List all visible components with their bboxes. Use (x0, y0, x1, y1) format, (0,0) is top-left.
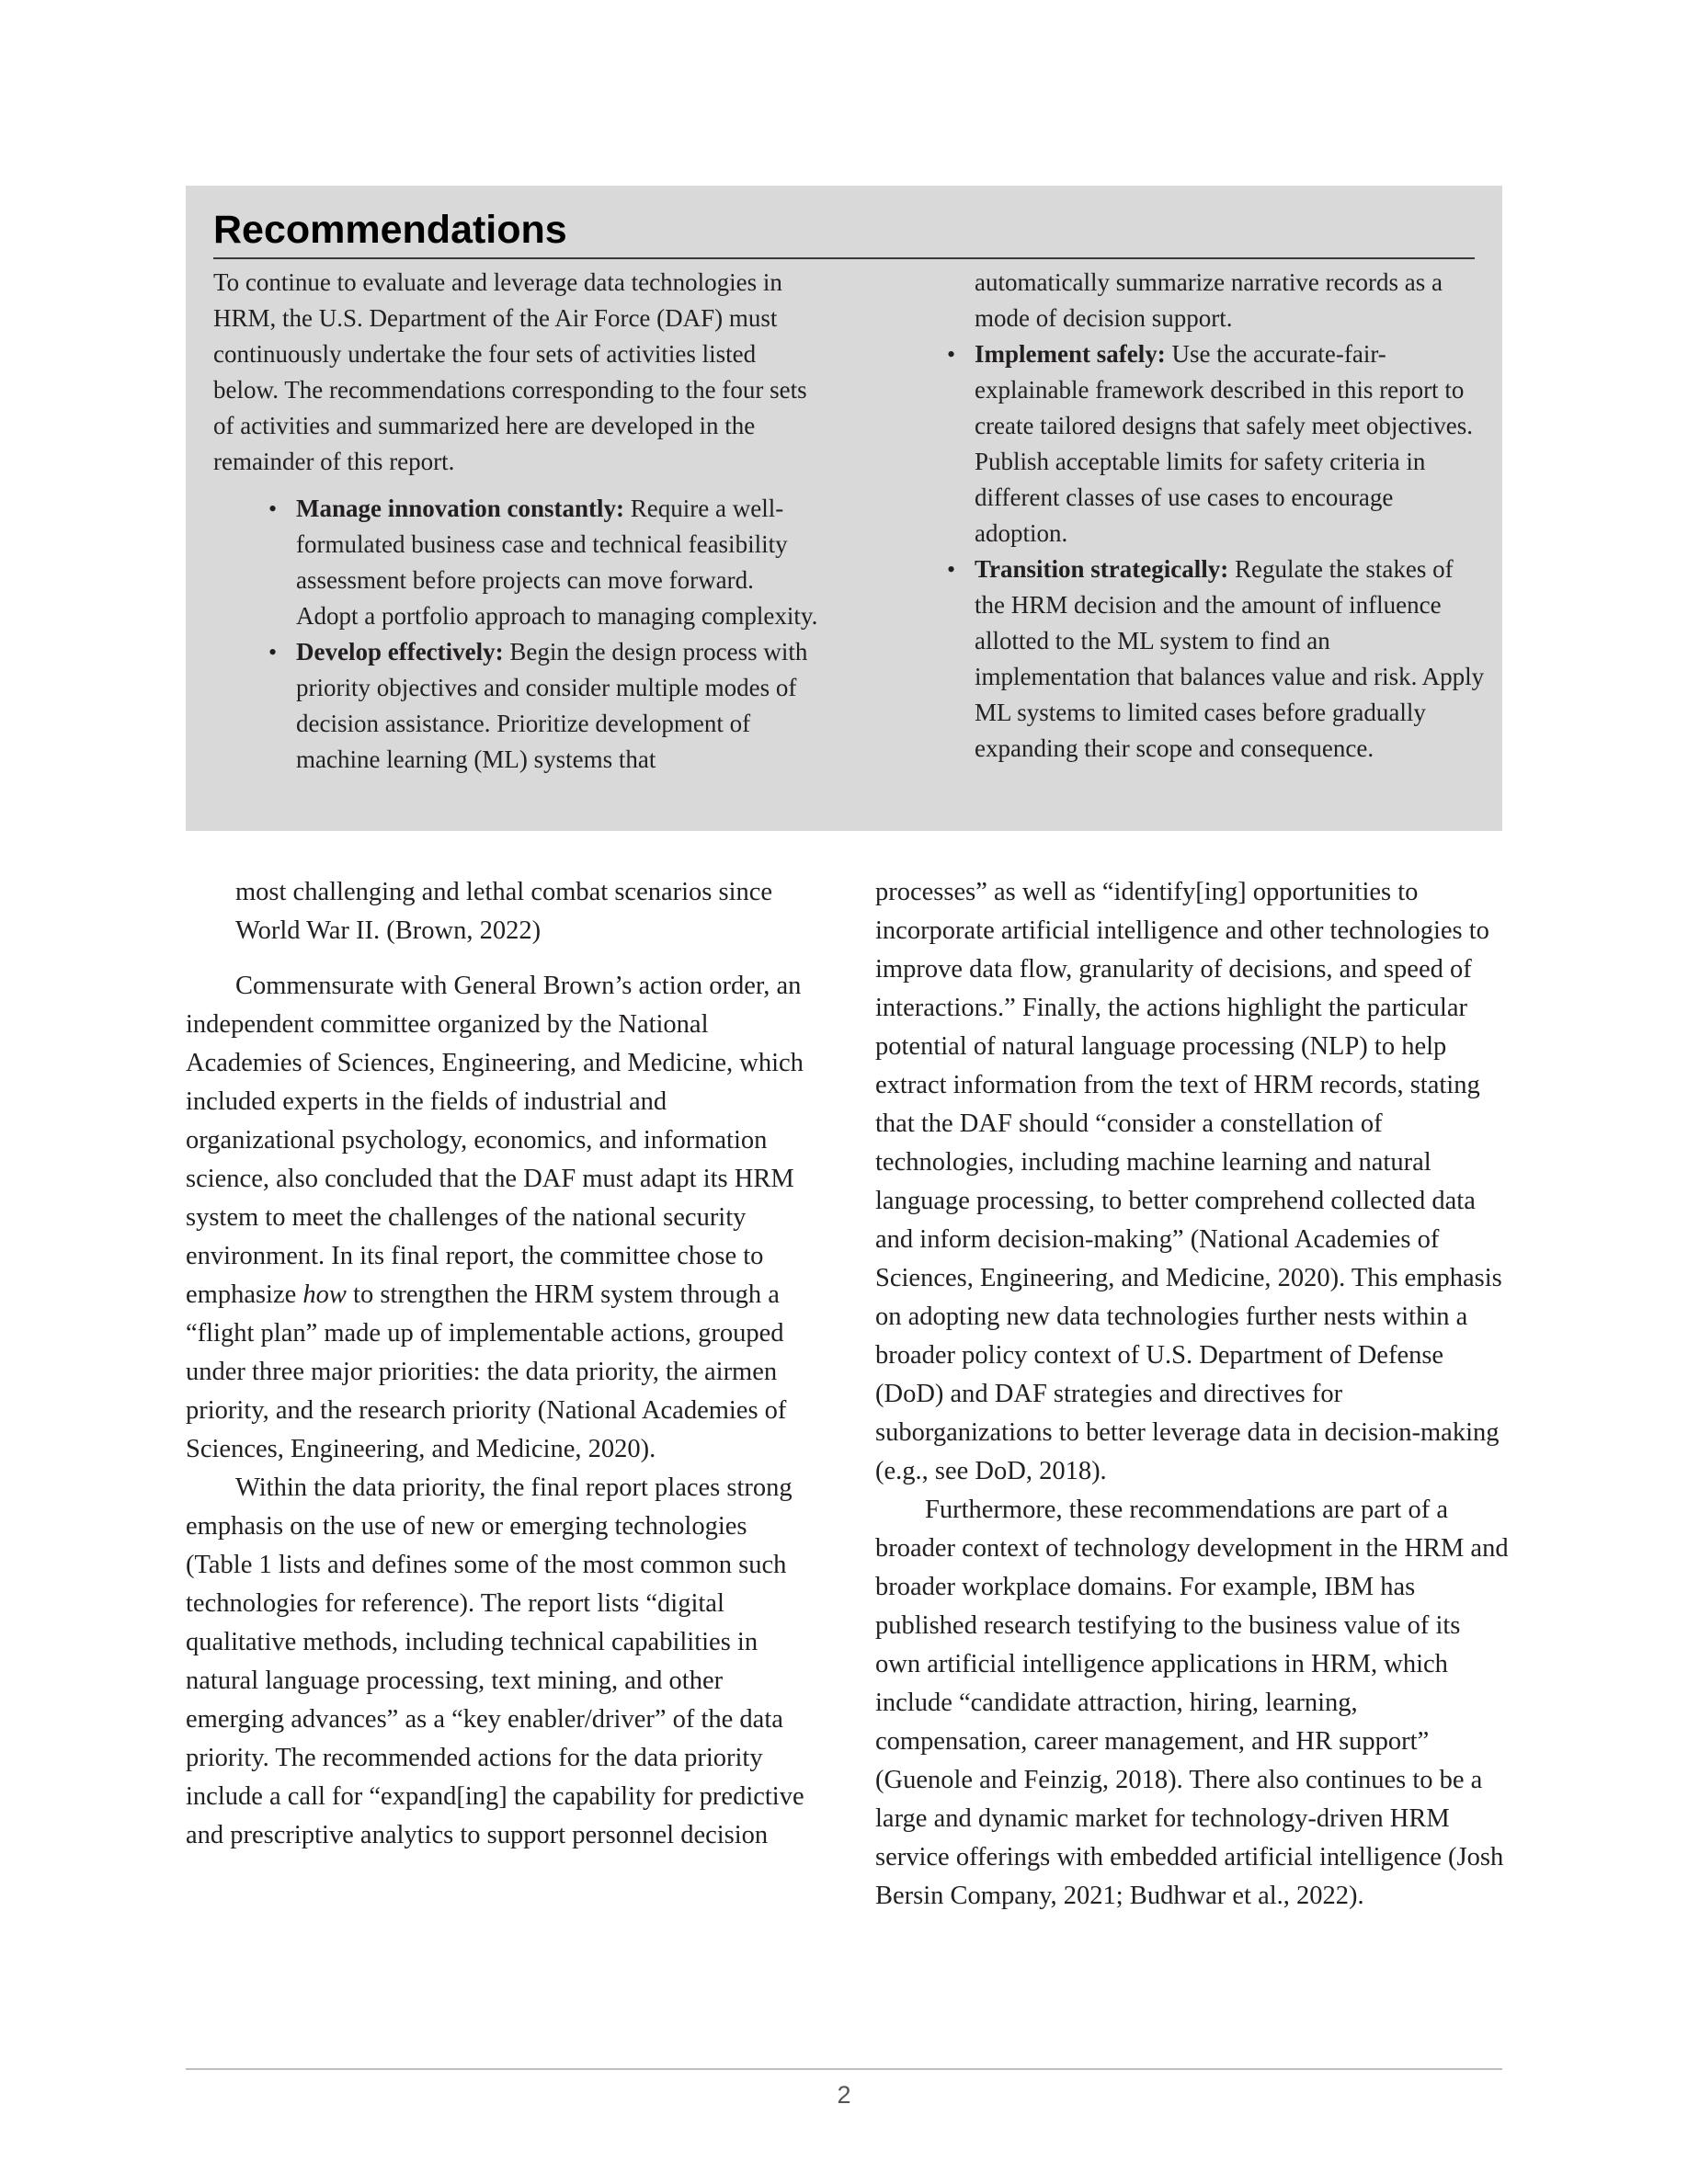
body-paragraph (186, 967, 811, 1469)
body-right-column (875, 873, 1510, 1916)
recommendation-text: Regulate the stakes of the HRM decision and the amount of influence allotted to the ML system to find an implementation that balances value and risk. Apply ML systems to limited cases before gradually expanding their scope and consequence. (975, 555, 1485, 762)
recommendation-item (947, 336, 1489, 552)
body-paragraph: Furthermore, these recommendations are part of a broader context of technology development in the HRM and broader workplace domains. For example, IBM has published research testifying to the business value of its own artificial intelligence applications in HRM, which include “candidate attraction, hiring, learning, compensation, career management, and HR support” (Guenole and Feinzig, 2018). There also continues to be a large and dynamic market for technology-driven HRM service offerings with embedded artificial intelligence (Josh Bersin Company, 2021; Budhwar et al., 2022). (875, 1496, 1509, 1910)
emphasis-text: how (302, 1280, 347, 1309)
page-number: 2 (837, 2081, 851, 2109)
body-paragraph: processes” as well as “identify[ing] opportunities to incorporate artificial intelligence and other technologies to improve data flow, granularity of decisions, and speed of interactions.” Finally, the actions highlight the particular potential of natural language processing (NLP) to help extract information from the text of HRM records, stating that the DAF should “consider a constellation of technologies, including machine learning and natural language processing, to better comprehend collected data and inform decision-making” (National Academies of Sciences, Engineering, and Medicine, 2020). This emphasis on adopting new data technologies further nests within a broader policy context of U.S. Department of Defense (DoD) and DAF strategies and directives for suborganizations to better leverage data in decision-making (e.g., see DoD, 2018). (875, 878, 1502, 1485)
title-rule (213, 257, 1475, 259)
recommendation-item (268, 491, 820, 634)
recommendations-box (186, 186, 1502, 831)
recommendation-heading: Manage innovation constantly: (296, 495, 625, 522)
recommendation-text: Use the accurate-fair-explainable framework described in this report to create tailored designs that safely meet objectives. Publish acceptable limits for safety criteria in different classes of use cases to encourage adoption. (975, 340, 1474, 547)
body-left-column (186, 873, 811, 1855)
bullet-icon: • (268, 495, 278, 522)
bullet-icon: • (947, 556, 956, 583)
recommendation-heading: Develop effectively: (296, 638, 504, 665)
recommendation-text: Require a well-formulated business case and technical feasibility assessment before projects can move forward. Adopt a portfolio approach to managing complexity. (296, 495, 818, 630)
recommendation-item (268, 634, 820, 778)
recommendations-columns (213, 265, 1485, 816)
block-quote: most challenging and lethal combat scenarios since World War II. (Brown, 2022) (235, 878, 773, 945)
recommendation-item (947, 552, 1489, 767)
recommendation-heading: Implement safely: (975, 340, 1166, 368)
recommendation-text: Begin the design process with priority objectives and consider multiple modes of decision assistance. Prioritize development of machine learning (ML) systems that (296, 638, 808, 773)
recommendations-intro: To continue to evaluate and leverage data technologies in HRM, the U.S. Department of the Air Force (DAF) must continuously undertake the four sets of activities listed below. The recommendations corresponding to the four sets of activities and summarized here are developed in the remainder of this report. (213, 268, 807, 475)
recommendations-left-column (213, 265, 820, 778)
body-paragraph: Within the data priority, the final report places strong emphasis on the use of new or emerging technologies (Table 1 lists and defines some of the most common such technologies for reference). The report lists “digital qualitative methods, including technical capabilities in natural language processing, text mining, and other emerging advances” as a “key enabler/driver” of the data priority. The recommended actions for the data priority include a call for “expand[ing] the capability for predictive and prescriptive analytics to support personnel decision (186, 1473, 804, 1849)
recommendations-right-column (938, 265, 1489, 767)
recommendations-list-left (213, 491, 820, 778)
recommendations-title: Recommendations (213, 208, 567, 252)
bullet-icon: • (268, 639, 278, 665)
recommendation-heading: Transition strategically: (975, 555, 1229, 583)
footer-rule (186, 2068, 1502, 2070)
paragraph-text: to strengthen the HRM system through a “flight plan” made up of implementable actions, grouped under three major priorities: the data priority, the airmen priority, and the research priority (National Academies of Sciences, Engineering, and Medicine, 2020). (186, 1280, 787, 1463)
recommendations-list-right (938, 336, 1489, 767)
recommendation-continuation: automatically summarize narrative records as a mode of decision support. (975, 268, 1443, 332)
bullet-icon: • (947, 341, 956, 368)
paragraph-text: Commensurate with General Brown’s action order, an independent committee organized by the National Academies of Sciences, Engineering, and Medicine, which included experts in the fields of industrial and organizational psychology, economics, and information science, also concluded that the DAF must adapt its HRM system to meet the challenges of the national security environment. In its final report, the committee chose to emphasize (186, 972, 804, 1309)
